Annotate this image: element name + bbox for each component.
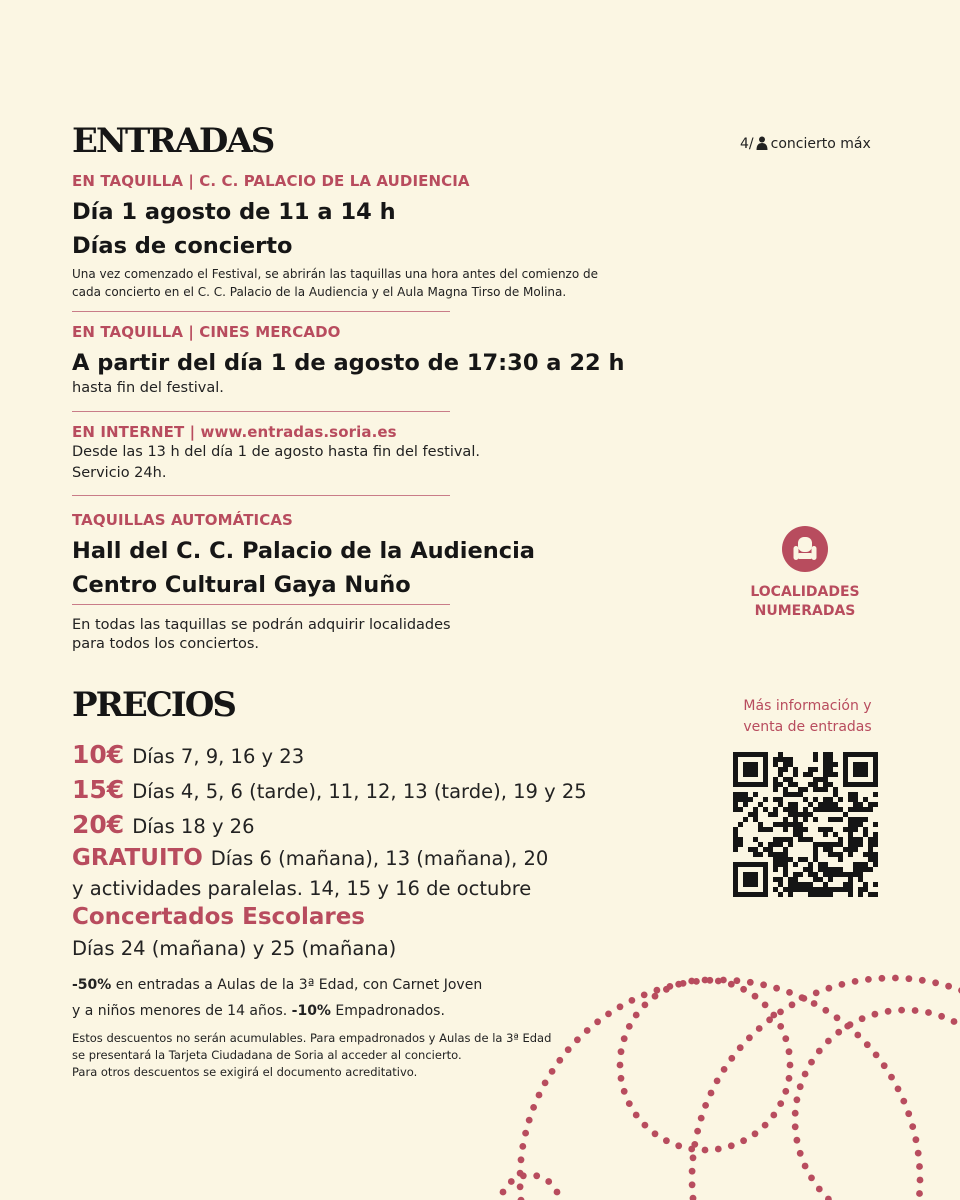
kicker-internet: EN INTERNET | www.entradas.soria.es — [72, 423, 397, 441]
cines-schedule: A partir del día 1 de agosto de 17:30 a 22 h — [72, 350, 625, 376]
precios-title: PRECIOS — [72, 685, 235, 725]
capacity-prefix: 4/ — [740, 136, 754, 152]
audiencia-date: Día 1 agosto de 11 a 14 h — [72, 199, 396, 225]
info-line-2: venta de entradas — [743, 719, 872, 735]
discount-50-text: en entradas a Aulas de la 3ª Edad, con Carnet Joven — [111, 977, 483, 993]
escolares-label: Concertados Escolares — [72, 904, 365, 930]
escolares-days: Días 24 (mañana) y 25 (mañana) — [72, 937, 397, 960]
price-value: 10€ — [72, 740, 125, 769]
audiencia-days: Días de concierto — [72, 233, 293, 259]
discount-children-text: y a niños menores de 14 años. — [72, 1003, 292, 1019]
localidades-line-1: LOCALIDADES — [750, 584, 860, 600]
discount-note: Para otros descuentos se exigirá el documento acreditativo. — [72, 1065, 418, 1079]
info-line-1: Más información y — [743, 698, 872, 714]
price-days: Días 4, 5, 6 (tarde), 11, 12, 13 (tarde), 19 y 25 — [132, 780, 587, 803]
kicker-taquilla-cines: EN TAQUILLA | CINES MERCADO — [72, 323, 341, 341]
discount-50: -50% — [72, 977, 112, 993]
audiencia-note-1: Una vez comenzado el Festival, se abrirán las taquillas una hora antes del comienzo de — [72, 267, 599, 281]
automaticas-location-1: Hall del C. C. Palacio de la Audiencia — [72, 538, 535, 564]
gratuito-extra: y actividades paralelas. 14, 15 y 16 de octubre — [72, 877, 532, 900]
price-days: Días 18 y 26 — [132, 815, 255, 838]
automaticas-location-2: Centro Cultural Gaya Nuño — [72, 572, 411, 598]
audiencia-note-2: cada concierto en el C. C. Palacio de la Audiencia y el Aula Magna Tirso de Molina. — [72, 285, 567, 299]
cines-note: hasta fin del festival. — [72, 380, 224, 396]
localidades-line-2: NUMERADAS — [754, 603, 856, 619]
gratuito-days: Días 6 (mañana), 13 (mañana), 20 — [210, 847, 549, 870]
automaticas-note-1: En todas las taquillas se podrán adquirir localidades — [72, 617, 451, 633]
price-value: 15€ — [72, 775, 125, 804]
capacity-suffix: concierto máx — [770, 136, 871, 152]
discount-10-text: Empadronados. — [330, 1003, 445, 1019]
gratuito-label: GRATUITO — [72, 845, 203, 871]
price-value: 20€ — [72, 810, 125, 839]
entradas-title: ENTRADAS — [72, 121, 274, 161]
discount-note: Estos descuentos no serán acumulables. Para empadronados y Aulas de la 3ª Edad — [72, 1031, 552, 1045]
kicker-taquilla-audiencia: EN TAQUILLA | C. C. PALACIO DE LA AUDIENCIA — [72, 172, 470, 190]
discount-10: -10% — [291, 1003, 331, 1019]
discount-note: se presentará la Tarjeta Ciudadana de Soria al acceder al concierto. — [72, 1048, 462, 1062]
automaticas-note-2: para todos los conciertos. — [72, 636, 260, 652]
price-days: Días 7, 9, 16 y 23 — [132, 745, 305, 768]
kicker-automaticas: TAQUILLAS AUTOMÁTICAS — [72, 511, 293, 529]
internet-note-2: Servicio 24h. — [72, 465, 167, 481]
internet-note-1: Desde las 13 h del día 1 de agosto hasta fin del festival. — [72, 444, 480, 460]
